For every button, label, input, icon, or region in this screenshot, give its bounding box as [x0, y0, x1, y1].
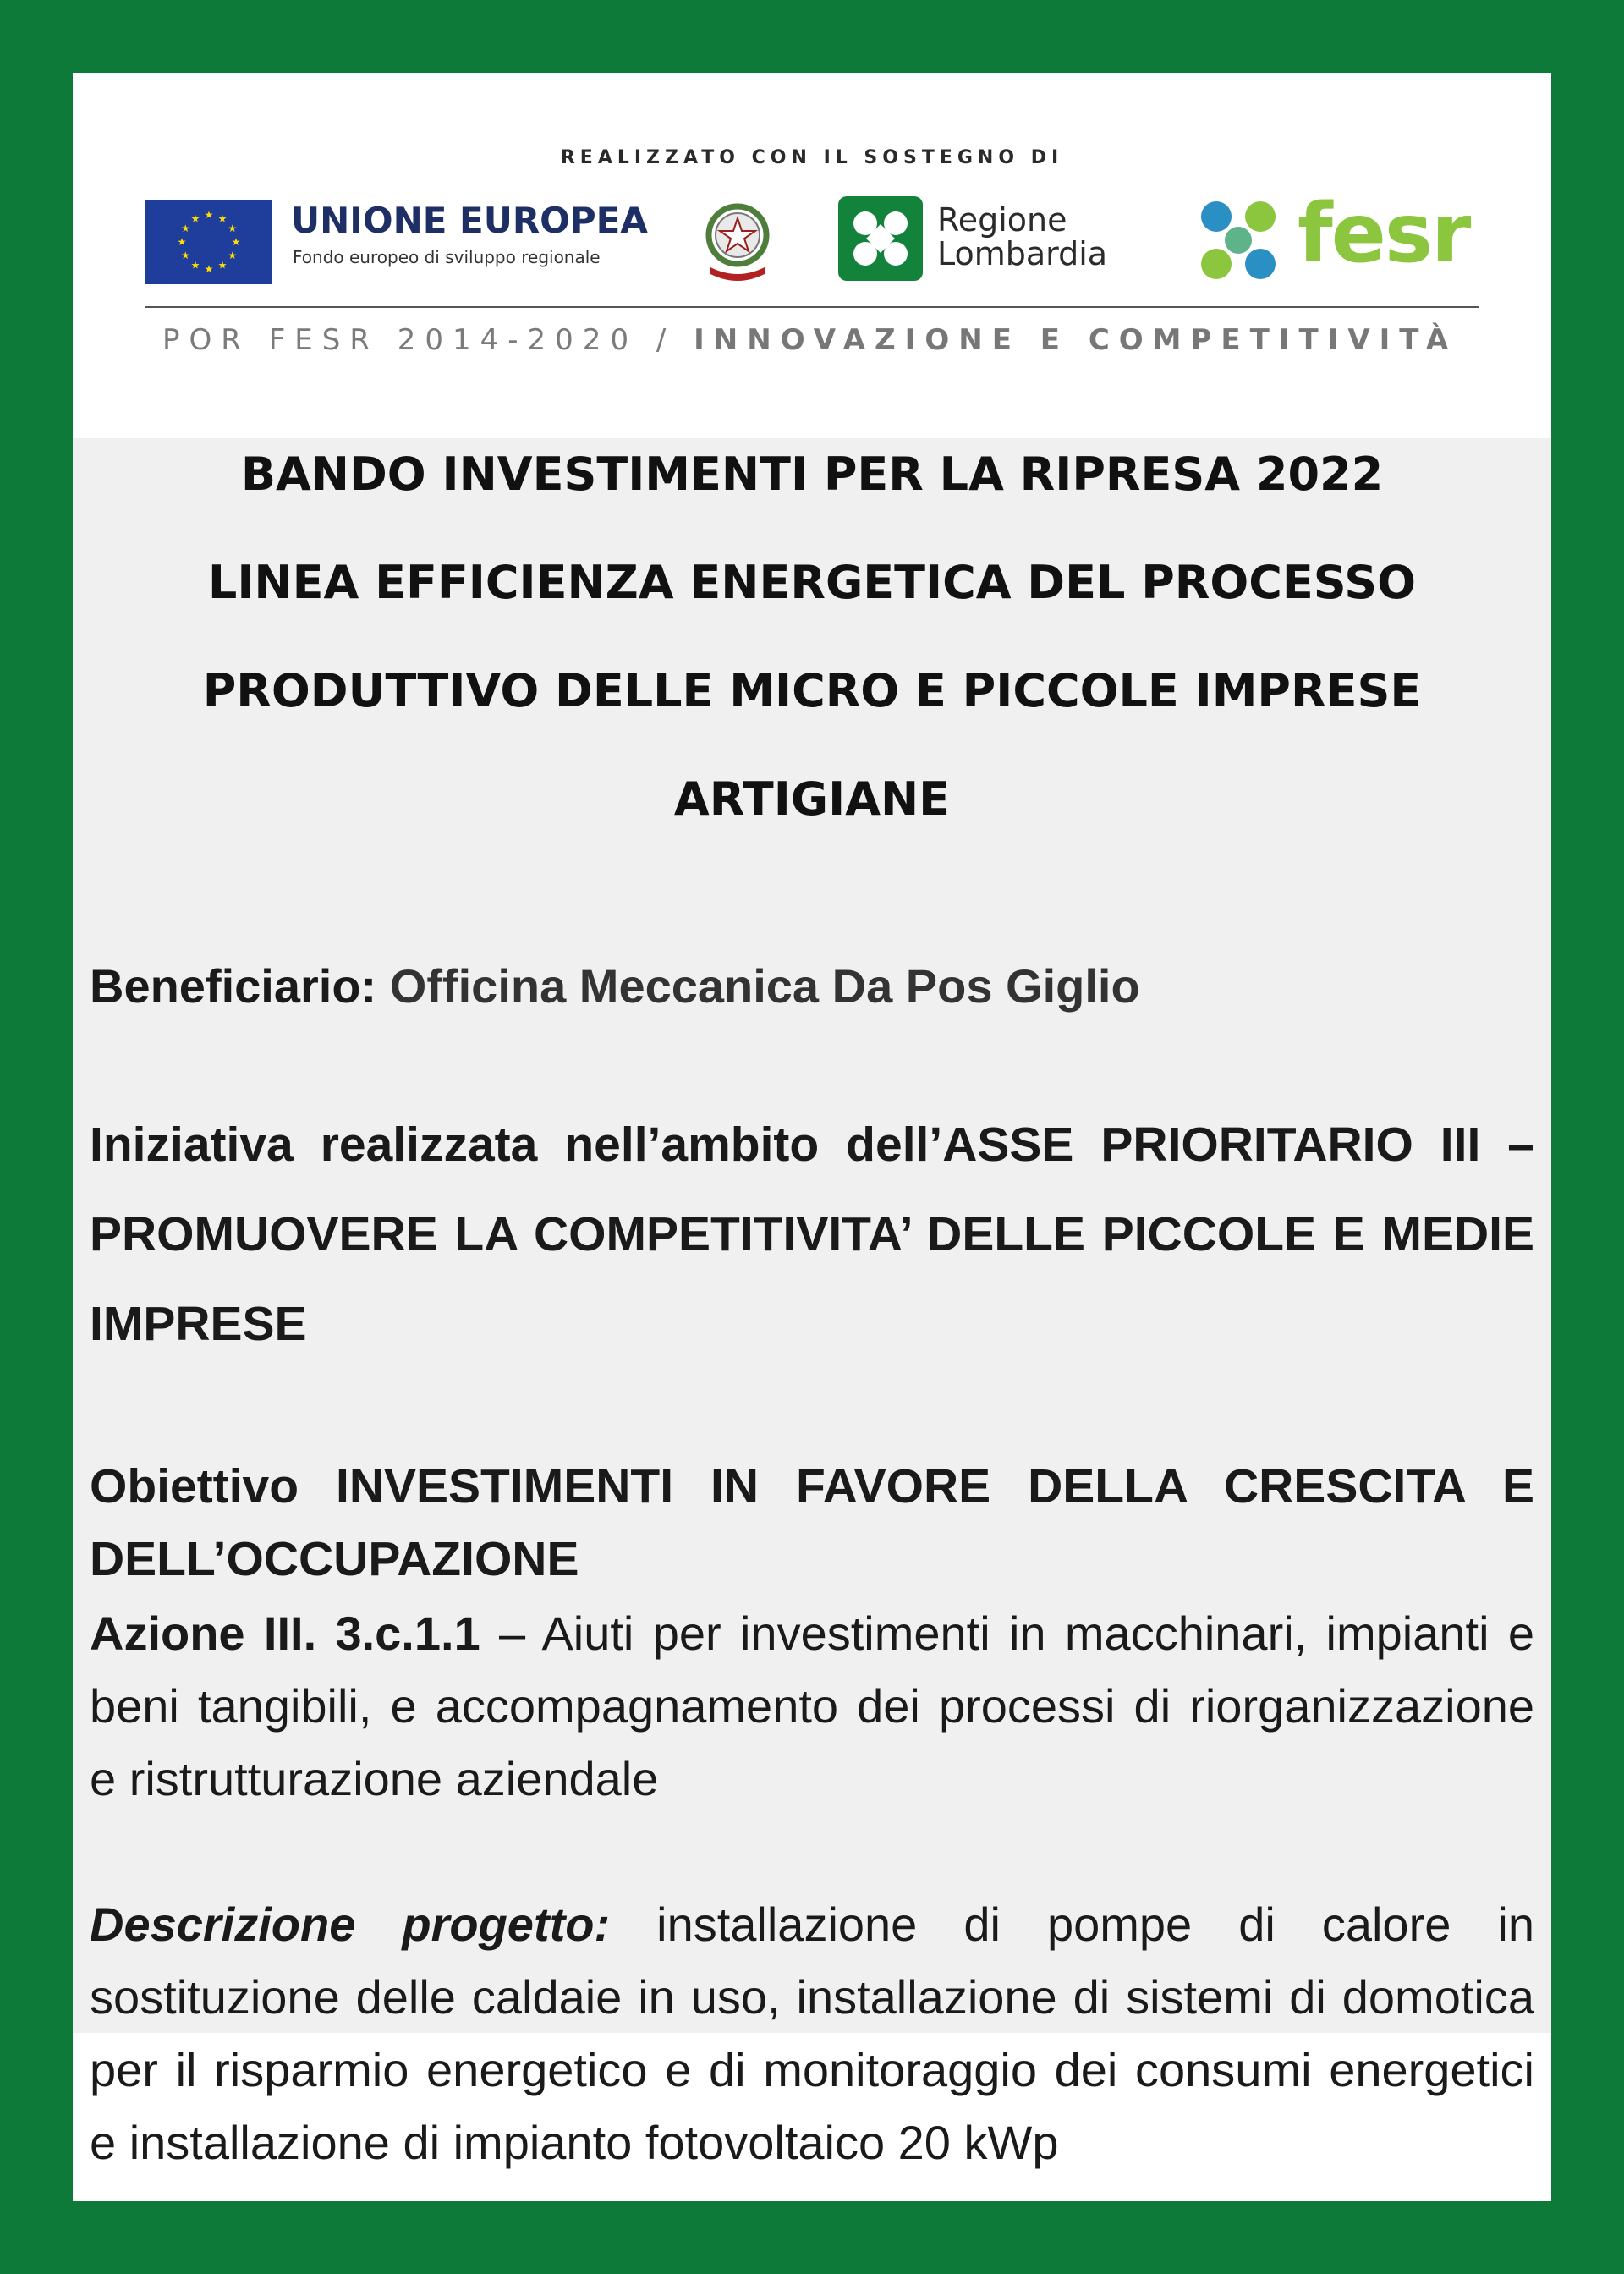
eu-star-icon: ★ — [190, 212, 200, 225]
description-label: Descrizione progetto: — [90, 1898, 611, 1951]
regione-lombardia-logo-icon — [838, 196, 923, 281]
eu-star-icon: ★ — [217, 212, 228, 225]
initiative-text: Iniziativa realizzata nell’ambito dell’ASSE PRIORITARIO III – PROMUOVERE LA COMPETITIVITA’ DELLE PICCOLE E MEDIE IMPRESE — [90, 1118, 1534, 1351]
program-right: INNOVAZIONE E COMPETITIVITÀ — [694, 323, 1458, 357]
project-description — [90, 1888, 1534, 2179]
italian-republic-emblem-icon — [695, 196, 780, 289]
poster-frame — [73, 73, 1551, 2201]
regione-lombardia-wordmark — [937, 203, 1107, 271]
support-caption: REALIZZATO CON IL SOSTEGNO DI — [560, 147, 1064, 168]
eu-star-icon: ★ — [228, 222, 238, 234]
funding-header — [73, 73, 1551, 438]
region-line-1: Regione — [937, 201, 1067, 239]
content-panel — [73, 438, 1551, 2169]
eu-flag-icon — [145, 200, 272, 284]
eu-star-icon: ★ — [177, 236, 187, 248]
beneficiary-value: Officina Meccanica Da Pos Giglio — [389, 959, 1140, 1013]
fesr-wordmark: fesr — [1298, 186, 1470, 281]
fesr-symbol-icon — [1191, 195, 1286, 286]
eu-star-icon: ★ — [204, 209, 214, 221]
action-paragraph — [90, 1597, 1534, 1815]
eu-star-icon: ★ — [231, 236, 241, 248]
title-line-3: PRODUTTIVO DELLE MICRO E PICCOLE IMPRESE — [202, 664, 1422, 717]
program-left: POR FESR 2014-2020 / — [162, 323, 676, 357]
eu-star-icon: ★ — [217, 259, 228, 272]
beneficiary-line — [90, 953, 1534, 1020]
title-line-1: BANDO INVESTIMENTI PER LA RIPRESA 2022 — [240, 448, 1384, 501]
logo-strip — [73, 186, 1551, 301]
beneficiary-label: Beneficiario: — [90, 959, 377, 1013]
eu-star-icon: ★ — [180, 222, 190, 234]
description-text: installazione di pompe di calore in sostituzione delle caldaie in uso, installazione di sistemi di domotica per il risparmio energetico e di monitoraggio dei consumi energetici e installazione di impianto fotovoltaico 20 kWp — [90, 1898, 1534, 2169]
action-label: Azione III. 3.c.1.1 — [90, 1607, 480, 1660]
eu-star-icon: ★ — [180, 250, 190, 261]
title-line-2: LINEA EFFICIENZA ENERGETICA DEL PROCESSO — [207, 556, 1417, 609]
objective-text: Obiettivo INVESTIMENTI IN FAVORE DELLA CRESCITA E DELL’OCCUPAZIONE — [90, 1459, 1534, 1586]
title-line-4: ARTIGIANE — [673, 772, 951, 826]
program-line — [162, 323, 1516, 357]
eu-star-icon: ★ — [204, 263, 214, 275]
eu-star-icon: ★ — [228, 250, 238, 261]
call-title — [73, 438, 1551, 871]
eu-logo-subtitle: Fondo europeo di sviluppo regionale — [293, 247, 601, 267]
region-line-2: Lombardia — [937, 235, 1108, 272]
action-text: – Aiuti per investimenti in macchinari, impianti e beni tangibili, e accompagnamento dei processi di riorganizzazione e ristrutturazione aziendale — [90, 1607, 1534, 1805]
header-divider — [145, 306, 1479, 308]
eu-logo-title: UNIONE EUROPEA — [291, 200, 648, 241]
eu-star-icon: ★ — [190, 259, 200, 272]
